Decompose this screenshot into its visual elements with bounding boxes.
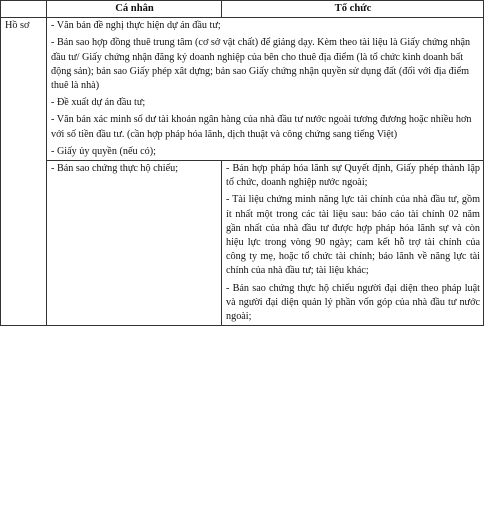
header-organization: Tổ chức bbox=[222, 1, 484, 18]
organization-items-cell bbox=[222, 161, 484, 326]
common-items-cell bbox=[47, 18, 484, 161]
common-item: - Văn bản đề nghị thực hiện dự án đầu tư; bbox=[51, 20, 221, 32]
split-row bbox=[1, 161, 484, 326]
individual-item: - Bản sao chứng thực hộ chiếu; bbox=[51, 163, 179, 175]
common-item: - Đề xuất dự án đầu tư; bbox=[51, 97, 146, 109]
header-individual: Cá nhân bbox=[47, 1, 222, 18]
common-item: - Văn bản xác minh số dư tài khoản ngân hàng của nhà đầu tư nước ngoài tương đương hoặc nhiều hơn với số tiền đầu tư. (cần hợp pháp hóa lãnh, dịch thuật và công chứng sang tiếng Việt) bbox=[51, 114, 472, 140]
organization-item: - Bản sao chứng thực hộ chiếu người đại diện theo pháp luật và người đại diện quản lý phần vốn góp của nhà đầu tư nước ngoài; bbox=[226, 282, 480, 323]
header-empty-cell bbox=[1, 1, 47, 18]
individual-items-cell bbox=[47, 161, 222, 326]
header-row bbox=[1, 1, 484, 18]
common-row bbox=[1, 18, 484, 161]
organization-item: - Bản hợp pháp hóa lãnh sự Quyết định, Giấy phép thành lập tổ chức, doanh nghiệp nước ngoài; bbox=[226, 163, 480, 189]
common-item: - Giấy ủy quyền (nếu có); bbox=[51, 145, 156, 157]
common-item: - Bản sao hợp đồng thuê trung tâm (cơ sở vật chất) để giảng dạy. Kèm theo tài liệu là Giấy chứng nhận đầu tư/ Giấy chứng nhận đăng ký doanh nghiệp của bên cho thuê địa điểm (là tổ chức kinh doanh bất động sản); bản sao Giấy phép xât dựng; bản sao Giấy chứng nhận quyền sử dụng đất (đối với địa điểm thuê là nhà) bbox=[51, 37, 471, 92]
row-label-ho-so: Hồ sơ bbox=[1, 18, 47, 326]
organization-item: - Tài liệu chứng minh năng lực tài chính của nhà đầu tư, gồm ít nhất một trong các tài liệu sau: báo cáo tài chính 02 năm gần nhất của nhà đầu tư được hợp pháp hóa lãnh sự và còn hiệu lực trong vòng 90 ngày; cam kết hỗ trợ tài chính của công ty mẹ, hoặc tổ chức tài chính; bảo lãnh về năng lực tài chính của nhà đầu tư; tài liệu khác; bbox=[226, 194, 480, 277]
